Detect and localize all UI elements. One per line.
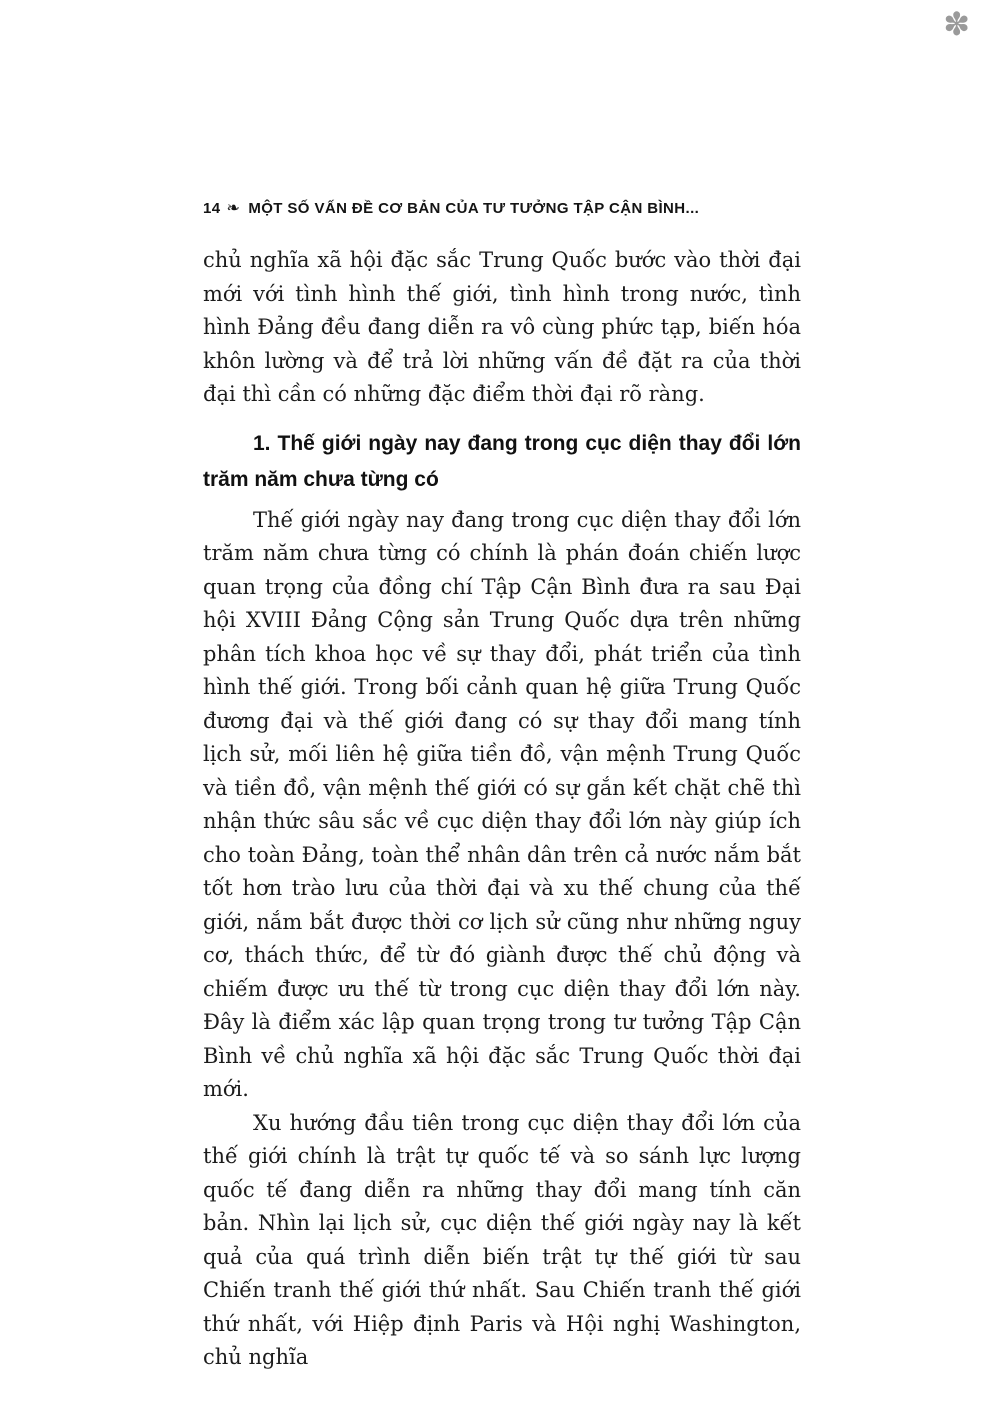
paragraph-continued: chủ nghĩa xã hội đặc sắc Trung Quốc bước vào thời đại mới với tình hình thế giới, tình hình trong nước, tình hình Đảng đều đang diễn ra vô cùng phức tạp, biến hóa khôn lường và để trả lời những vấn đề đặt ra của thời đại thì cần có những đặc điểm thời đại rõ ràng. bbox=[203, 248, 801, 406]
paragraph: Xu hướng đầu tiên trong cục diện thay đổi lớn của thế giới chính là trật tự quốc tế và so sánh lực lượng quốc tế đang diễn ra những thay đổi mang tính căn bản. Nhìn lại lịch sử, cục diện thế giới ngày nay là kết quả của quá trình diễn biến trật tự thế giới từ sau Chiến tranh thế giới thứ nhất. Sau Chiến tranh thế giới thứ nhất, với Hiệp định Paris và Hội nghị Washington, chủ nghĩa bbox=[203, 1110, 801, 1369]
running-header bbox=[203, 198, 803, 217]
flower-ornament-icon: ✽ bbox=[943, 5, 970, 43]
paragraph: Thế giới ngày nay đang trong cục diện thay đổi lớn trăm năm chưa từng có chính là phán đoán chiến lược quan trọng của đồng chí Tập Cận Bình đưa ra sau Đại hội XVIII Đảng Cộng sản Trung Quốc dựa trên những phân tích khoa học về sự thay đổi, phát triển của tình hình thế giới. Trong bối cảnh quan hệ giữa Trung Quốc đương đại và thế giới đang có sự thay đổi mang tính lịch sử, mối liên hệ giữa tiền đồ, vận mệnh Trung Quốc và tiền đồ, vận mệnh thế giới có sự gắn kết chặt chẽ thì nhận thức sâu sắc về cục diện thay đổi lớn này giúp ích cho toàn Đảng, toàn thể nhân dân trên cả nước nắm bắt tốt hơn trào lưu của thời đại và xu thế chung của thế giới, nắm bắt được thời cơ lịch sử cũng như những nguy cơ, thách thức, để từ đó giành được thế chủ động và chiếm được ưu thế từ trong cục diện thay đổi lớn này. Đây là điểm xác lập quan trọng trong tư tưởng Tập Cận Bình về chủ nghĩa xã hội đặc sắc Trung Quốc thời đại mới. bbox=[203, 507, 801, 1101]
page-body bbox=[203, 244, 801, 1375]
running-title: MỘT SỐ VẤN ĐỀ CƠ BẢN CỦA TƯ TƯỞNG TẬP CẬN BÌNH... bbox=[248, 200, 700, 217]
section-heading: 1. Thế giới ngày nay đang trong cục diện thay đổi lớn trăm năm chưa từng có bbox=[203, 431, 801, 491]
fleuron-icon: ❧ bbox=[226, 198, 241, 217]
page-number: 14 bbox=[203, 200, 221, 217]
